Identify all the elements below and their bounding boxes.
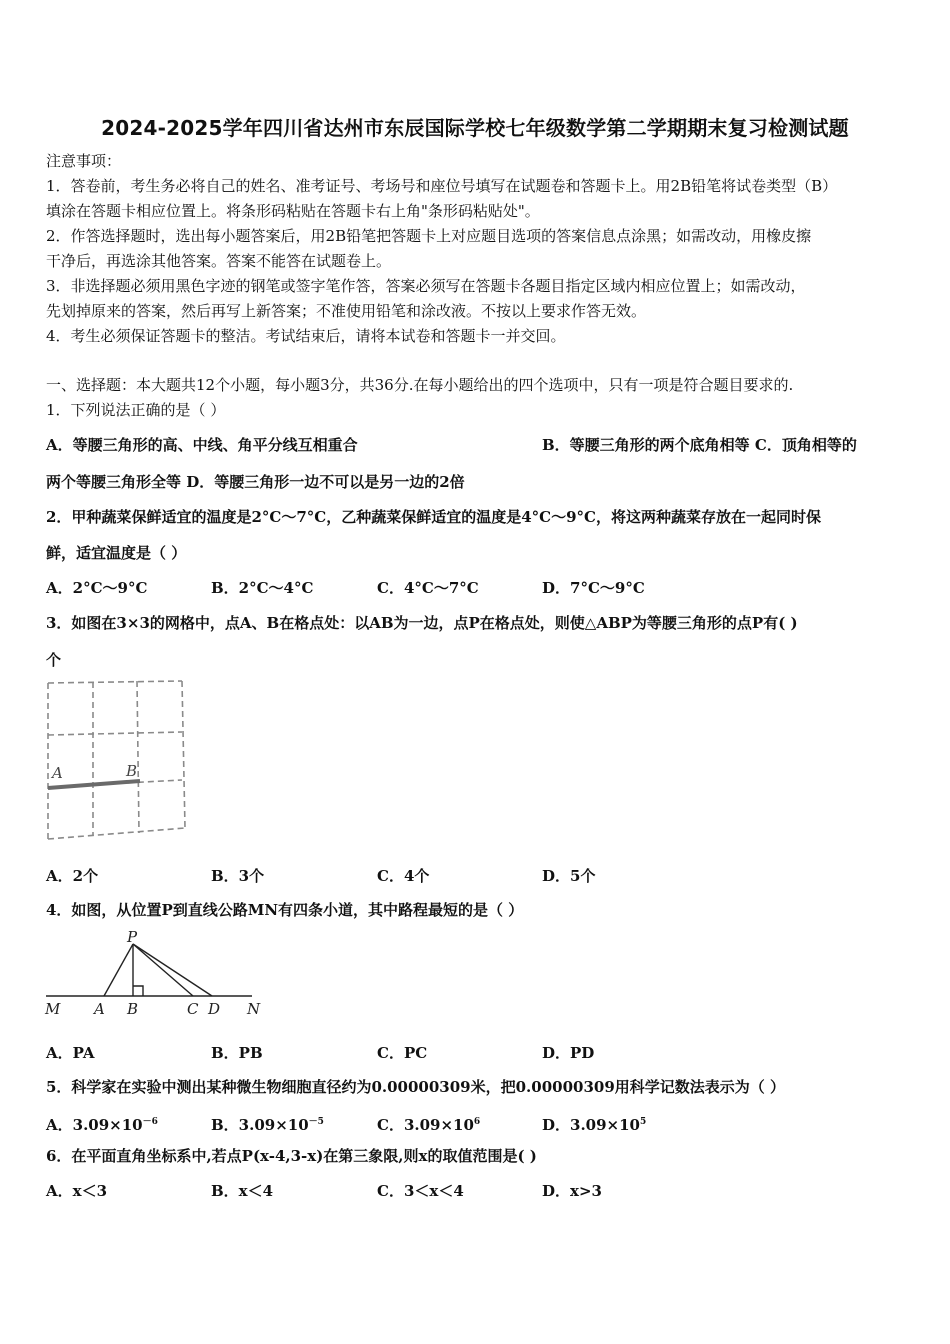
question-4-option-a: A．PA [46, 1044, 95, 1062]
section-heading: 一、选择题：本大题共12个小题，每小题3分，共36分.在每小题给出的四个选项中，只有一项是符合题目要求的. [46, 376, 794, 394]
notice-line: 3．非选择题必须用黑色字迹的钢笔或签字笔作答，答案必须写在答题卡各题目指定区域内相应位置上；如需改动， [46, 277, 806, 295]
question-2-stem-cont: 鲜，适宜温度是（ ） [46, 544, 187, 562]
grid-figure [40, 676, 190, 844]
question-2-option-a: A．2°C～9°C [46, 579, 148, 597]
question-3-option-a: A．2个 [46, 867, 99, 885]
notice-line: 先划掉原来的答案，然后再写上新答案；不准使用铅笔和涂改液。不按以上要求作答无效。 [46, 302, 647, 320]
point-a-label: A [94, 1000, 105, 1018]
question-1-stem: 1．下列说法正确的是（ ） [46, 401, 226, 419]
question-2-option-c: C．4°C～7°C [377, 579, 479, 597]
point-b-label: B [127, 1000, 139, 1018]
question-4-option-c: C．PC [377, 1044, 428, 1062]
question-6-option-a: A．x＜3 [46, 1182, 108, 1200]
question-4-option-d: D．PD [542, 1044, 595, 1062]
question-6-option-c: C．3＜x＜4 [377, 1182, 464, 1200]
question-2-option-d: D．7°C～9°C [542, 579, 645, 597]
path-figure [40, 925, 280, 1025]
question-4-stem: 4．如图，从位置P到直线公路MN有四条小道，其中路程最短的是（ ） [46, 901, 524, 919]
notice-line: 1．答卷前，考生务必将自己的姓名、准考证号、考场号和座位号填写在试题卷和答题卡上。用2B铅笔将试卷类型（B） [46, 177, 838, 195]
question-5-option-d: D．$3.09\times 10^5$ [542, 1116, 647, 1134]
question-3-stem-cont: 个 [46, 651, 62, 669]
question-3-option-c: C．4个 [377, 867, 430, 885]
question-6-stem: 6．在平面直角坐标系中,若点P(x-4,3-x)在第三象限,则x的取值范围是( ) [46, 1147, 537, 1165]
notice-line: 干净后，再选涂其他答案。答案不能答在试题卷上。 [46, 252, 392, 270]
notice-line: 4．考生必须保证答题卡的整洁。考试结束后，请将本试卷和答题卡一并交回。 [46, 327, 566, 345]
question-6-option-d: D．x>3 [542, 1182, 602, 1200]
question-2-stem: 2．甲种蔬菜保鲜适宜的温度是2°C～7°C，乙种蔬菜保鲜适宜的温度是4°C～9°C，将这两种蔬菜存放在一起同时保 [46, 508, 821, 526]
question-5-option-b: B．$3.09\times 10^{-5}$ [211, 1116, 324, 1134]
question-5-option-a: A．$3.09\times 10^{-6}$ [46, 1116, 158, 1134]
segment-ab [48, 781, 140, 788]
question-1-option-bc: B．等腰三角形的两个底角相等 C．顶角相等的 [542, 436, 857, 454]
question-5-stem: 5．科学家在实验中测出某种微生物细胞直径约为0.00000309米，把0.00000309用科学记数法表示为（ ） [46, 1078, 785, 1096]
question-5-option-c: C．$3.09\times 10^6$ [377, 1116, 481, 1134]
question-1-option-a: A．等腰三角形的高、中线、角平分线互相重合 [46, 436, 358, 454]
question-3-option-d: D．5个 [542, 867, 596, 885]
notice-line: 填涂在答题卡相应位置上。将条形码粘贴在答题卡右上角"条形码粘贴处"。 [46, 202, 540, 220]
question-3-stem: 3．如图在3×3的网格中，点A、B在格点处：以AB为一边，点P在格点处，则使△ABP为等腰三角形的点P有( ) [46, 614, 798, 632]
question-6-option-b: B．x＜4 [211, 1182, 274, 1200]
point-p-label: P [127, 928, 138, 946]
notice-heading: 注意事项： [46, 152, 122, 170]
notice-line: 2．作答选择题时，选出每小题答案后，用2B铅笔把答题卡上对应题目选项的答案信息点涂黑；如需改动，用橡皮擦 [46, 227, 812, 245]
question-2-option-b: B．2°C～4°C [211, 579, 314, 597]
point-n-label: N [247, 1000, 261, 1018]
point-d-label: D [208, 1000, 221, 1018]
point-a-label: A [52, 764, 63, 782]
point-m-label: M [45, 1000, 61, 1018]
point-c-label: C [187, 1000, 199, 1018]
page-title: 2024-2025学年四川省达州市东辰国际学校七年级数学第二学期期末复习检测试题 [101, 116, 849, 140]
question-4-option-b: B．PB [211, 1044, 263, 1062]
question-1-options-line2: 两个等腰三角形全等 D．等腰三角形一边不可以是另一边的2倍 [46, 473, 465, 491]
question-3-option-b: B．3个 [211, 867, 265, 885]
point-b-label: B [126, 762, 138, 780]
